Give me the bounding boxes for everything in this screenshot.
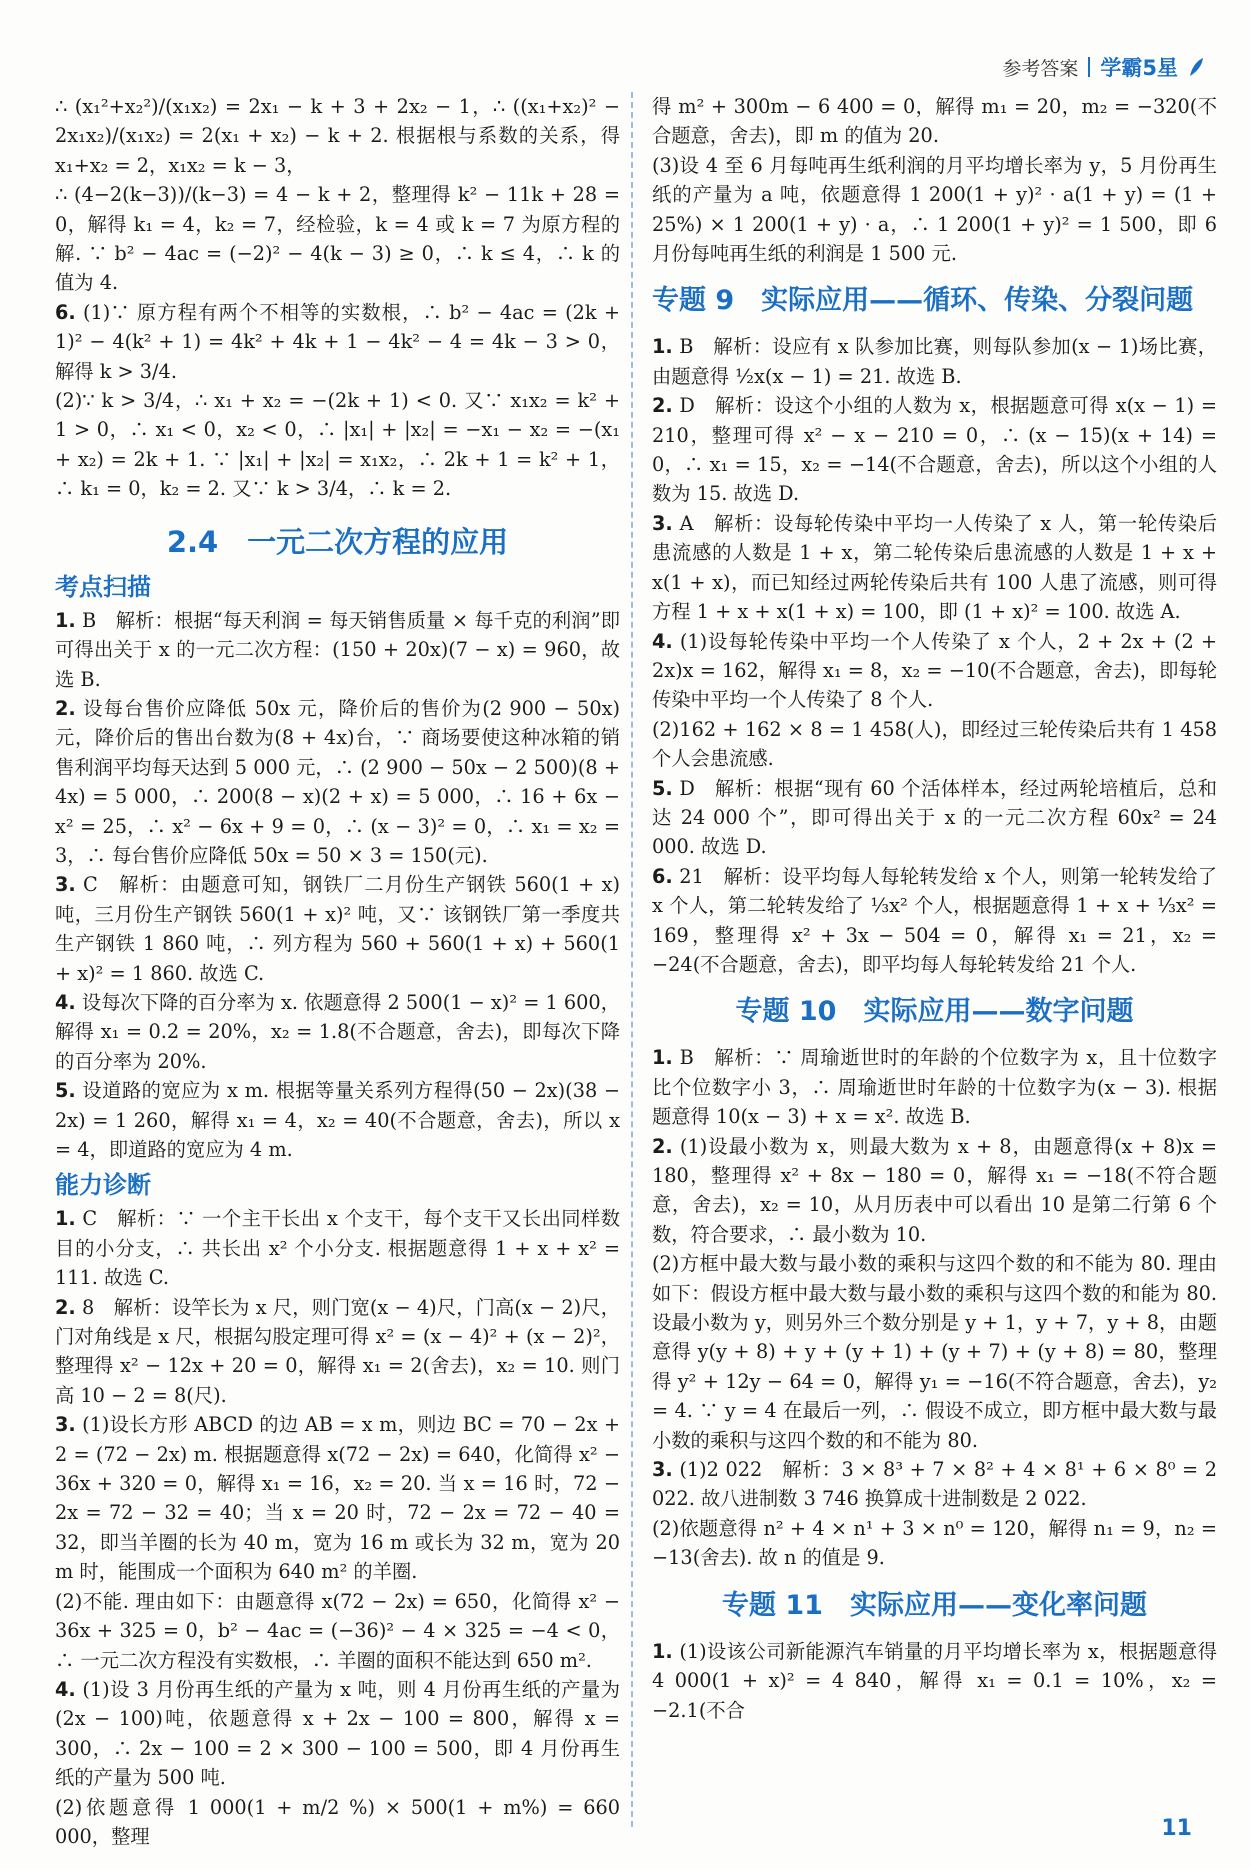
- section-title: 2.4 一元二次方程的应用: [166, 524, 509, 559]
- answer-text: C 解析：∵ 一个主干长出 x 个支干，每个支干又长出同样数目的小分支，∴ 共长出 x² 个小分支. 根据题意得 1 + x + x² = 111. 故选 C.: [55, 1207, 620, 1290]
- answer-text: B 解析：设应有 x 队参加比赛，则每队参加(x − 1)场比赛，由题意得 ½x(x − 1) = 21. 故选 B.: [652, 335, 1217, 388]
- answer-text: (1)设该公司新能源汽车销量的月平均增长率为 x，根据题意得 4 000(1 + x)² = 4 840，解得 x₁ = 0.1 = 10%，x₂ = −2.1(不合: [652, 1639, 1218, 1722]
- answer-item: 4. (1)设 3 月份再生纸的产量为 x 吨，则 4 月份再生纸的产量为(2x − 100)吨，依题意得 x + 2x − 100 = 800，解得 x = 300，∴ 2x − 100 = 2 × 300 − 100 = 500，即 4 月份再生纸的产量为 500 吨.: [55, 1677, 620, 1790]
- answer-text: (2)不能. 理由如下：由题意得 x(72 − 2x) = 650，化简得 x² − 36x + 325 = 0，b² − 4ac = (−36)² − 4 × 325 = −4 < 0，∴ 一元二次方程没有实数根，∴ 羊圈的面积不能达到 650 m².: [55, 1589, 620, 1672]
- text-line: ∴ (x₁²+x₂²)/(x₁x₂) = 2x₁ − k + 3 + 2x₂ − 1，∴ ((x₁+x₂)² − 2x₁x₂)/(x₁x₂) = 2(x₁ + x₂) − k + 2. 根据根与系数的关系，得 x₁+x₂ = 2，x₁x₂ = k − 3，: [55, 95, 620, 177]
- answer-item: 5. 设道路的宽应为 x m. 根据等量关系列方程得(50 − 2x)(38 − 2x) = 1 260，解得 x₁ = 4，x₂ = 40(不合题意，舍去)，所以 x = 4，即道路的宽应为 4 m.: [55, 1079, 620, 1161]
- answer-item: 1. B 解析：根据“每天利润 = 每天销售质量 × 每千克的利润”即可得出关于 x 的一元二次方程：(150 + 20x)(7 − x) = 960，故选 B.: [55, 608, 620, 691]
- answer-item: 2. 设每台售价应降低 50x 元，降价后的售价为(2 900 − 50x)元，降价后的售出台数为(8 + 4x)台，∵ 商场要使这种冰箱的销售利润平均每天达到 5 000 元，∴ (2 900 − 50x − 2 500)(8 + 4x) = 5 000，∴ 200(8 − x)(2 + x) = 5 000，∴ 16 + 6x − x² = 25，∴ x² − 6x + 9 = 0，∴ (x − 3)² = 0，∴ x₁ = x₂ = 3，∴ 每台售价应降低 50x = 50 × 3 = 150(元).: [55, 696, 620, 867]
- page-number: 11: [1161, 1816, 1192, 1841]
- answer-text: (2)依题意得 1 000(1 + m/2 %) × 500(1 + m%) = 660 000，整理: [55, 1795, 620, 1848]
- answer-item: [55, 1793, 620, 1852]
- answer-item: 3. (1)2 022 解析：3 × 8³ + 7 × 8² + 4 × 8¹ + 6 × 8⁰ = 2 022. 故八进制数 3 746 换算成十进制数是 2 022.: [652, 1458, 1217, 1511]
- topic-title-11: 专题 11 实际应用——变化率问题: [722, 1589, 1147, 1621]
- answer-text: (1)设每轮传染中平均一个人传染了 x 个人，2 + 2x + (2 + 2x)x = 162，解得 x₁ = 8，x₂ = −10(不合题意，舍去)，即每轮传染中平均一个人传染了 8 个人.: [652, 629, 1217, 712]
- answer-text: (2)162 + 162 × 8 = 1 458(人)，即经过三轮传染后共有 1 458 个人会患流感.: [652, 717, 1217, 771]
- answer-text: C 解析：由题意可知，钢铁厂二月份生产钢铁 560(1 + x) 吨，三月份生产钢铁 560(1 + x)² 吨，又∵ 该钢铁厂第一季度共生产钢铁 1 860 吨，∴ 列方程为 560 + 560(1 + x) + 560(1 + x)² = 1 860. 故选 C.: [55, 873, 620, 985]
- answer-text: 8 解析：设竿长为 x 尺，则门宽(x − 4)尺，门高(x − 2)尺，门对角线是 x 尺，根据勾股定理可得 x² = (x − 4)² + (x − 2)²，整理得 x² − 12x + 20 = 0，解得 x₁ = 2(舍去)，x₂ = 10. 则门高 10 − 2 = 8(尺).: [55, 1295, 620, 1407]
- answer-item: [55, 1587, 620, 1675]
- answer-item: (2)∵ k > 3/4，∴ x₁ + x₂ = −(2k + 1) < 0. 又∵ x₁x₂ = k² + 1 > 0，∴ x₁ < 0，x₂ < 0，∴ |x₁| + |x₂| = −x₁ − x₂ = −(x₁ + x₂) = 2k + 1. ∵ |x₁| + |x₂| = x₁x₂，∴ 2k + 1 = k² + 1，∴ k₁ = 0，k₂ = 2. 又∵ k > 3/4，∴ k = 2.: [55, 389, 620, 501]
- subsection-title: 能力诊断: [55, 1171, 151, 1200]
- answer-item: 6. (1)∵ 原方程有两个不相等的实数根，∴ b² − 4ac = (2k + 1)² − 4(k² + 1) = 4k² + 4k + 1 − 4k² − 4 = 4k − 3 > 0，解得 k > 3/4.: [55, 300, 620, 383]
- topic-title-9: 专题 9 实际应用——循环、传染、分裂问题: [652, 285, 1194, 317]
- answer-text: (1)设 3 月份再生纸的产量为 x 吨，则 4 月份再生纸的产量为(2x − 100)吨，依题意得 x + 2x − 100 = 800，解得 x = 300，∴ 2x − 100 = 2 × 300 − 100 = 500，即 4 月份再生纸的产量为 500 吨.: [55, 1677, 620, 1790]
- column-divider: [631, 92, 633, 1827]
- answer-item: 4. (1)设每轮传染中平均一个人传染了 x 个人，2 + 2x + (2 + 2x)x = 162，解得 x₁ = 8，x₂ = −10(不合题意，舍去)，即每轮传染中平均一个人传染了 8 个人.: [652, 629, 1217, 712]
- answer-text: B 解析：根据“每天利润 = 每天销售质量 × 每千克的利润”即可得出关于 x 的一元二次方程：(150 + 20x)(7 − x) = 960，故选 B.: [55, 608, 620, 691]
- answer-text: 设每台售价应降低 50x 元，降价后的售价为(2 900 − 50x)元，降价后的售出台数为(8 + 4x)台，∵ 商场要使这种冰箱的销售利润平均每天达到 5 000 元，∴ (2 900 − 50x − 2 500)(8 + 4x) = 5 000，∴ 200(8 − x)(2 + x) = 5 000，∴ 16 + 6x − x² = 25，∴ x² − 6x + 9 = 0，∴ (x − 3)² = 0，∴ x₁ = x₂ = 3，∴ 每台售价应降低 50x = 50 × 3 = 150(元).: [55, 696, 620, 867]
- answer-text: D 解析：设这个小组的人数为 x，根据题意可得 x(x − 1) = 210，整理可得 x² − x − 210 = 0，∴ (x − 15)(x + 14) = 0，∴ x₁ = 15，x₂ = −14(不合题意，舍去)，所以这个小组的人数为 15. 故选 D.: [652, 394, 1217, 506]
- right-column: [652, 92, 1217, 1725]
- text-line: (3)设 4 至 6 月每吨再生纸利润的月平均增长率为 y，5 月份再生纸的产量为 a 吨，依题意得 1 200(1 + y)² · a(1 + y) = (1 + 25%) × 1 200(1 + y) · a，∴ 1 200(1 + y)² = 1 500，即 6 月份每吨再生纸的利润是 1 500 元.: [652, 153, 1217, 266]
- brand-name: 学霸5星: [1100, 56, 1178, 80]
- answer-text: 设每次下降的百分率为 x. 依题意得 2 500(1 − x)² = 1 600，解得 x₁ = 0.2 = 20%，x₂ = 1.8(不合题意，舍去)，即每次下降的百分率为 20%.: [55, 990, 620, 1073]
- answer-item: 3. C 解析：由题意可知，钢铁厂二月份生产钢铁 560(1 + x) 吨，三月份生产钢铁 560(1 + x)² 吨，又∵ 该钢铁厂第一季度共生产钢铁 1 860 吨，∴ 列方程为 560 + 560(1 + x) + 560(1 + x)² = 1 860. 故选 C.: [55, 873, 620, 985]
- answer-item: 6. 21 解析：设平均每人每轮转发给 x 个人，则第一轮转发给了 x 个人，第二轮转发给了 ⅓x² 个人，根据题意得 1 + x + ⅓x² = 169，整理得 x² + 3x − 504 = 0，解得 x₁ = 21，x₂ = −24(不合题意，舍去)，即平均每人每轮转发给 21 个人.: [652, 864, 1217, 976]
- answer-item: 4. 设每次下降的百分率为 x. 依题意得 2 500(1 − x)² = 1 600，解得 x₁ = 0.2 = 20%，x₂ = 1.8(不合题意，舍去)，即每次下降的百分率为 20%.: [55, 990, 620, 1073]
- subsection-title: 考点扫描: [55, 572, 151, 601]
- answer-item: [652, 1514, 1217, 1573]
- answer-item: 2. (1)设最小数为 x，则最大数为 x + 8，由题意得(x + 8)x = 180，整理得 x² + 8x − 180 = 0，解得 x₁ = −18(不符合题意，舍去)，x₂ = 10，从月历表中可以看出 10 是第二行第 6 个数，符合要求，∴ 最小数为 10.: [652, 1134, 1217, 1246]
- answer-text: (1)设最小数为 x，则最大数为 x + 8，由题意得(x + 8)x = 180，整理得 x² + 8x − 180 = 0，解得 x₁ = −18(不符合题意，舍去)，x₂ = 10，从月历表中可以看出 10 是第二行第 6 个数，符合要求，∴ 最小数为 10.: [652, 1134, 1217, 1246]
- answer-text: (1)设长方形 ABCD 的边 AB = x m，则边 BC = 70 − 2x + 2 = (72 − 2x) m. 根据题意得 x(72 − 2x) = 640，化简得 x² − 36x + 320 = 0，解得 x₁ = 16，x₂ = 20. 当 x = 16 时，72 − 2x = 72 − 32 = 40；当 x = 20 时，72 − 2x = 72 − 40 = 32，即当羊圈的长为 40 m，宽为 16 m 或长为 32 m，宽为 20 m 时，能围成一个面积为 640 m² 的羊圈.: [55, 1413, 620, 1584]
- answer-text: D 解析：根据“现有 60 个活体样本，经过两轮培植后，总和达 24 000 个”，即可得出关于 x 的一元二次方程 60x² = 24 000. 故选 D.: [652, 776, 1217, 859]
- answer-item: [652, 715, 1217, 774]
- answer-item: 5. D 解析：根据“现有 60 个活体样本，经过两轮培植后，总和达 24 000 个”，即可得出关于 x 的一元二次方程 60x² = 24 000. 故选 D.: [652, 776, 1217, 859]
- answer-item: 1. B 解析：∵ 周瑜逝世时的年龄的个位数字为 x，且十位数字比个位数字小 3，∴ 周瑜逝世时年龄的十位数字为(x − 3). 根据题意得 10(x − 3) + x = x². 故选 B.: [652, 1046, 1217, 1129]
- answer-text: (2)方框中最大数与最小数的乘积与这四个数的和不能为 80. 理由如下：假设方框中最大数与最小数的乘积与这四个数的和能为 80. 设最小数为 y，则另外三个数分别是 y + 1，y + 7，y + 8，由题意得 y(y + 8) + y + (y + 1) + (y + 7) + (y + 8) = 80，整理得 y² + 12y − 64 = 0，解得 y₁ = −16(不符合题意，舍去)，y₂ = 4. ∵ y = 4 在最后一列，∴ 假设不成立，即方框中最大数与最小数的乘积与这四个数的和不能为 80.: [652, 1252, 1217, 1452]
- reference-answer-label: 参考答案: [1002, 57, 1079, 80]
- leaf-icon: [1188, 56, 1204, 78]
- answer-text: (1)∵ 原方程有两个不相等的实数根，∴ b² − 4ac = (2k + 1)² − 4(k² + 1) = 4k² + 4k + 1 − 4k² − 4 = 4k − 3 > 0，解得 k > 3/4.: [55, 300, 620, 383]
- answer-text: A 解析：设每轮传染中平均一人传染了 x 人，第一轮传染后患流感的人数是 1 + x，第二轮传染后患流感的人数是 1 + x + x(1 + x)，而已知经过两轮传染后共有 100 人患了流感，则可得方程 1 + x + x(1 + x) = 100，即 (1 + x)² = 100. 故选 A.: [652, 511, 1217, 624]
- left-column: [55, 92, 620, 1851]
- answer-item: 1. (1)设该公司新能源汽车销量的月平均增长率为 x，根据题意得 4 000(1 + x)² = 4 840，解得 x₁ = 0.1 = 10%，x₂ = −2.1(不合: [652, 1639, 1218, 1722]
- answer-text: 21 解析：设平均每人每轮转发给 x 个人，则第一轮转发给了 x 个人，第二轮转发给了 ⅓x² 个人，根据题意得 1 + x + ⅓x² = 169，整理得 x² + 3x − 504 = 0，解得 x₁ = 21，x₂ = −24(不合题意，舍去)，即平均每人每轮转发给 21 个人.: [652, 864, 1217, 976]
- answer-item: 3. A 解析：设每轮传染中平均一人传染了 x 人，第一轮传染后患流感的人数是 1 + x，第二轮传染后患流感的人数是 1 + x + x(1 + x)，而已知经过两轮传染后共有 100 人患了流感，则可得方程 1 + x + x(1 + x) = 100，即 (1 + x)² = 100. 故选 A.: [652, 511, 1217, 624]
- answer-item: 1. C 解析：∵ 一个主干长出 x 个支干，每个支干又长出同样数目的小分支，∴ 共长出 x² 个小分支. 根据题意得 1 + x + x² = 111. 故选 C.: [55, 1207, 620, 1290]
- answer-item: [652, 1249, 1217, 1455]
- text-line: ∴ (4−2(k−3))/(k−3) = 4 − k + 2，整理得 k² − 11k + 28 = 0，解得 k₁ = 4，k₂ = 7，经检验，k = 4 或 k = 7 为原方程的解. ∵ b² − 4ac = (−2)² − 4(k − 3) ≥ 0，∴ k ≤ 4，∴ k 的值为 4.: [55, 183, 620, 295]
- answer-item: 2. D 解析：设这个小组的人数为 x，根据题意可得 x(x − 1) = 210，整理可得 x² − x − 210 = 0，∴ (x − 15)(x + 14) = 0，∴ x₁ = 15，x₂ = −14(不合题意，舍去)，所以这个小组的人数为 15. 故选 D.: [652, 394, 1217, 506]
- answer-text: (2)依题意得 n² + 4 × n¹ + 3 × n⁰ = 120，解得 n₁ = 9，n₂ = −13(舍去). 故 n 的值是 9.: [652, 1516, 1217, 1570]
- header-separator: [1088, 57, 1090, 77]
- topic-title-10: 专题 10 实际应用——数字问题: [735, 996, 1134, 1028]
- answer-text: B 解析：∵ 周瑜逝世时的年龄的个位数字为 x，且十位数字比个位数字小 3，∴ 周瑜逝世时年龄的十位数字为(x − 3). 根据题意得 10(x − 3) + x = x². 故选 B.: [652, 1046, 1217, 1129]
- text-line: 得 m² + 300m − 6 400 = 0，解得 m₁ = 20，m₂ = −320(不合题意，舍去)，即 m 的值为 20.: [652, 95, 1217, 148]
- answer-item: 1. B 解析：设应有 x 队参加比赛，则每队参加(x − 1)场比赛，由题意得 ½x(x − 1) = 21. 故选 B.: [652, 335, 1217, 388]
- page-header: [1002, 52, 1204, 82]
- answer-item: 2. 8 解析：设竿长为 x 尺，则门宽(x − 4)尺，门高(x − 2)尺，门对角线是 x 尺，根据勾股定理可得 x² = (x − 4)² + (x − 2)²，整理得 x² − 12x + 20 = 0，解得 x₁ = 2(舍去)，x₂ = 10. 则门高 10 − 2 = 8(尺).: [55, 1295, 620, 1407]
- answer-text: (1)2 022 解析：3 × 8³ + 7 × 8² + 4 × 8¹ + 6 × 8⁰ = 2 022. 故八进制数 3 746 换算成十进制数是 2 022.: [652, 1458, 1217, 1511]
- answer-item: 3. (1)设长方形 ABCD 的边 AB = x m，则边 BC = 70 − 2x + 2 = (72 − 2x) m. 根据题意得 x(72 − 2x) = 640，化简得 x² − 36x + 320 = 0，解得 x₁ = 16，x₂ = 20. 当 x = 16 时，72 − 2x = 72 − 32 = 40；当 x = 20 时，72 − 2x = 72 − 40 = 32，即当羊圈的长为 40 m，宽为 16 m 或长为 32 m，宽为 20 m 时，能围成一个面积为 640 m² 的羊圈.: [55, 1413, 620, 1584]
- answer-text: 设道路的宽应为 x m. 根据等量关系列方程得(50 − 2x)(38 − 2x) = 1 260，解得 x₁ = 4，x₂ = 40(不合题意，舍去)，所以 x = 4，即道路的宽应为 4 m.: [55, 1079, 620, 1161]
